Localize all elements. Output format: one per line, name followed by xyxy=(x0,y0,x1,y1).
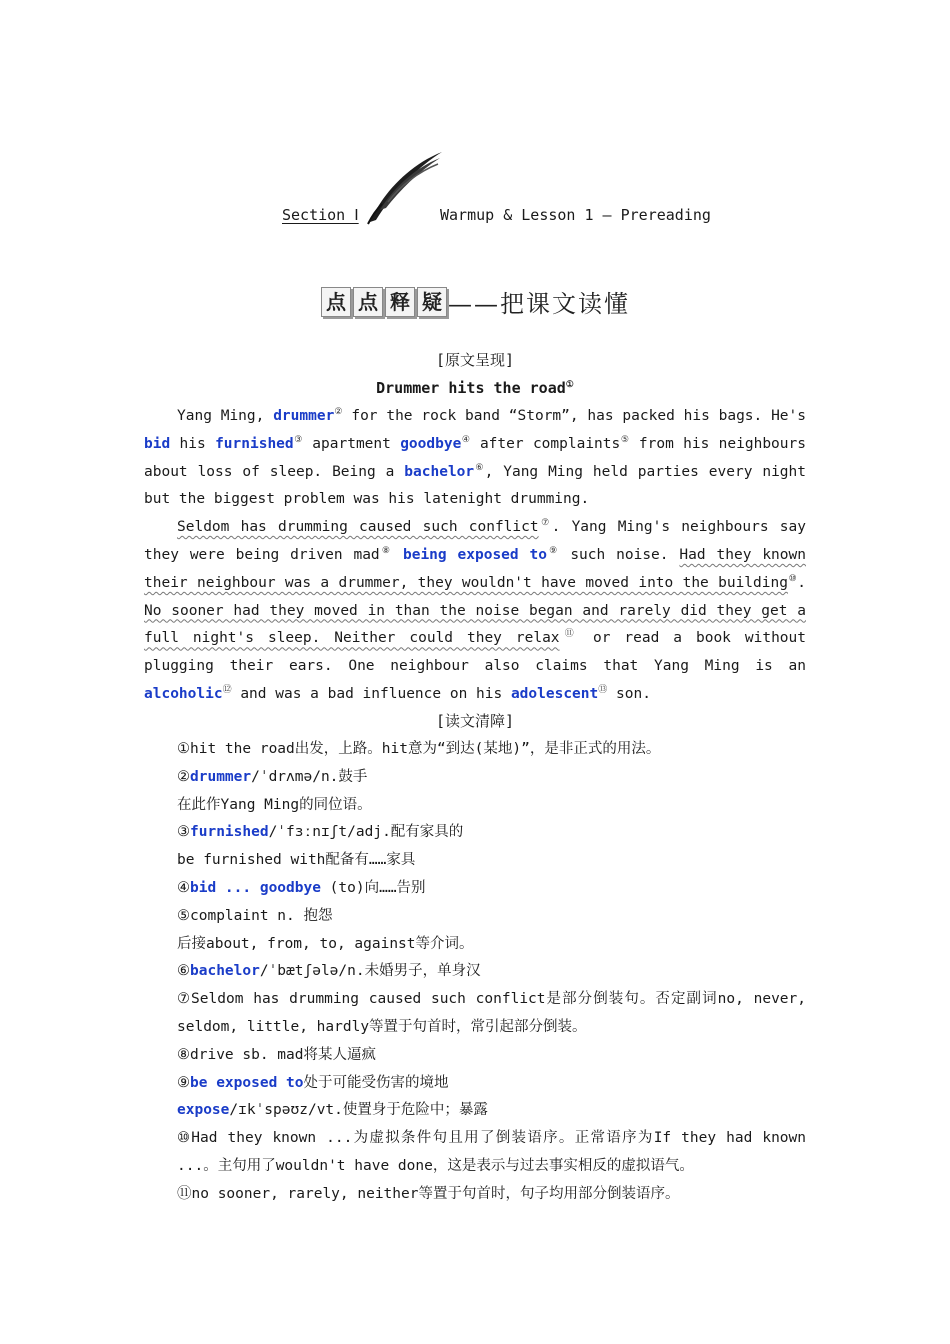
keyword-bachelor: bachelor xyxy=(404,463,475,480)
keyword-being-exposed-to: being exposed to xyxy=(402,546,547,563)
note-item: ⑩Had they known ...为虚拟条件句且用了倒装语序。正常语序为If they had known ...。主句用了wouldn't have done，这是表示与过去事实相反的虚拟语气。 xyxy=(177,1130,806,1174)
note-item: ⑦Seldom has drumming caused such conflict是部分倒装句。否定副词no, never, seldom, little, hardly等置于句首时，常引起部分倒装。 xyxy=(177,991,806,1035)
original-text-label: [原文呈现] xyxy=(435,351,515,369)
note-item: ⑥bachelor/ˈbætʃələ/n.未婚男子，单身汉 xyxy=(177,963,481,980)
section-header xyxy=(282,150,722,230)
note-item: 在此作Yang Ming的同位语。 xyxy=(177,796,372,813)
passage-paragraph-1: Yang Ming, drummer② for the rock band “Storm”, has packed his bags. He's bid his furnished③ apartment goodbye④ after complaints⑤ from his neighbours about loss of sleep. Being a bachelor⑥, Yang Ming held parties every night but the biggest problem was his latenight drumming. xyxy=(144,407,806,508)
note-item: ①hit the road出发，上路。hit意为“到达(某地)”，是非正式的用法。 xyxy=(177,741,661,757)
keyword-furnished: furnished xyxy=(215,435,294,452)
keyword-drummer: drummer xyxy=(273,408,335,424)
passage-paragraph-2: Seldom has drumming caused such conflict⑦. Yang Ming's neighbours say they were being driven mad⑧ being exposed to⑨ such noise. Had they known their neighbour was a drummer, they wouldn't have moved into the building⑩. No sooner had they moved in than the noise began and rarely did they get a full night's sleep. Neither could they relax⑪ or read a book without plugging their ears. One neighbour also claims that Yang Ming is an alcoholic⑫ and was a bad influence on his adolescent⑬ son. xyxy=(144,518,806,702)
note-item: 后接about, from, to, against等介词。 xyxy=(177,935,474,952)
banner-boxed-char: 疑 xyxy=(417,287,447,317)
banner-subtitle: ——把课文读懂 xyxy=(448,290,630,318)
banner-boxed-char: 释 xyxy=(385,287,415,317)
section-title: Warmup & Lesson 1 — Prereading xyxy=(440,206,711,224)
brush-stroke-icon xyxy=(366,150,446,226)
notes-label: [读文清障] xyxy=(435,712,515,730)
keyword-adolescent: adolescent xyxy=(510,685,599,702)
banner-boxed-char: 点 xyxy=(353,287,383,317)
note-item: ⑨be exposed to处于可能受伤害的境地 xyxy=(177,1074,449,1091)
note-item: ⑤complaint n. 抱怨 xyxy=(177,907,333,924)
note-item: ②drummer/ˈdrʌmə/n.鼓手 xyxy=(177,768,368,785)
note-item: ④bid ... goodbye (to)向……告别 xyxy=(177,879,426,896)
note-item: be furnished with配备有……家具 xyxy=(177,852,416,869)
keyword-alcoholic: alcoholic xyxy=(144,685,223,702)
keyword-goodbye: goodbye xyxy=(400,435,462,452)
keyword-bid: bid xyxy=(144,435,171,452)
passage-title: Drummer hits the road① xyxy=(376,379,574,397)
highlight-sentence: Seldom has drumming caused such conflict xyxy=(177,519,539,536)
note-item: ⑧drive sb. mad将某人逼疯 xyxy=(177,1046,376,1063)
section-number: Section Ⅰ xyxy=(282,206,359,224)
note-item: ⑪no sooner, rarely, neither等置于句首时，句子均用部分倒装语序。 xyxy=(177,1185,680,1202)
passage-body xyxy=(144,403,806,709)
highlight-sentence: Had they known their neighbour was a drummer, they wouldn't have moved into the building xyxy=(144,546,806,591)
note-item: ③furnished/ˈfɜːnɪʃt/adj.配有家具的 xyxy=(177,824,464,841)
topic-banner xyxy=(0,284,950,319)
vocabulary-notes xyxy=(144,736,806,1209)
banner-boxed-char: 点 xyxy=(321,287,351,317)
highlight-sentence: No sooner had they moved in than the noise began and rarely did they get a full night's sleep. Neither could they relax xyxy=(144,602,806,647)
note-item: expose/ɪkˈspəʊz/vt.使置身于危险中；暴露 xyxy=(177,1102,488,1119)
